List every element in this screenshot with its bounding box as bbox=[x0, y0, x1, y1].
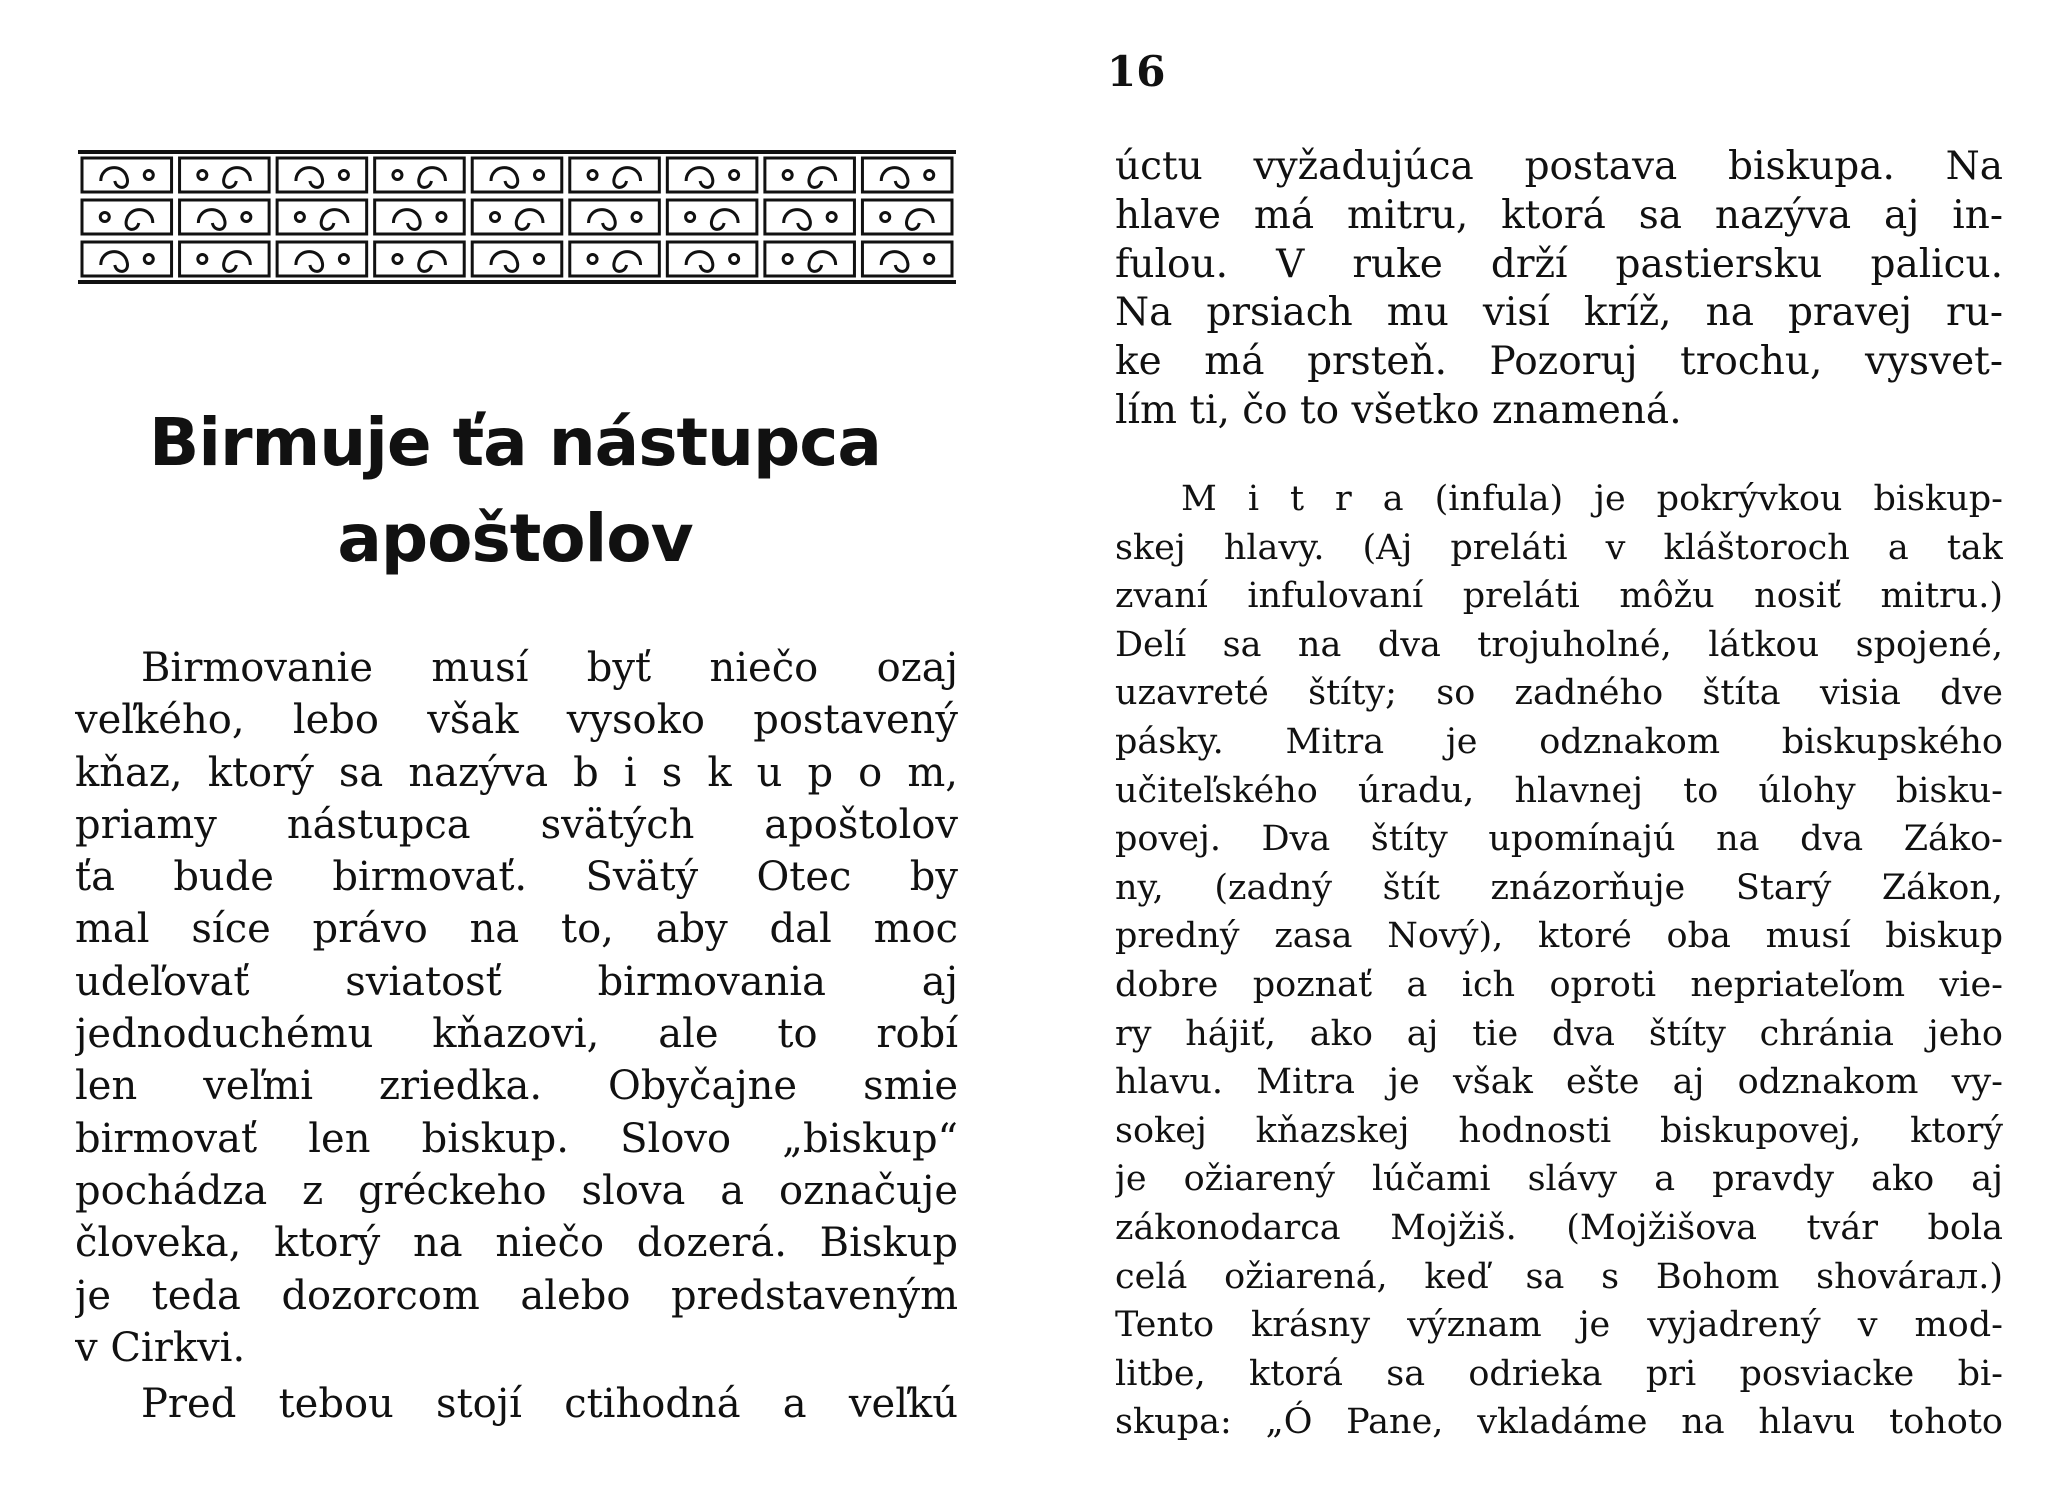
ring-motif-icon bbox=[632, 213, 641, 222]
text-line: udeľovať sviatosť birmovania aj bbox=[75, 958, 958, 1005]
ring-motif-icon bbox=[730, 255, 739, 264]
ring-motif-icon bbox=[925, 171, 934, 180]
text-line: človeka, ktorý na niečo dozerá. Biskup bbox=[75, 1220, 958, 1267]
scroll-motif-icon bbox=[277, 200, 367, 234]
scroll-motif-icon bbox=[667, 200, 757, 234]
chapter-title-line-2: apoštolov bbox=[337, 500, 693, 577]
scroll-motif-icon bbox=[667, 158, 757, 192]
scroll-ornament-icon bbox=[78, 154, 956, 280]
scroll-motif-icon bbox=[375, 200, 465, 234]
text-line: ťa bude birmovať. Svätý Otec by bbox=[75, 854, 958, 901]
text-line: Birmovanie musí byť niečo ozaj bbox=[141, 645, 958, 691]
text-line: je teda dozorcom alebo predstaveným bbox=[75, 1272, 958, 1319]
ring-motif-icon bbox=[393, 171, 402, 180]
page-number: 16 bbox=[1107, 47, 1166, 96]
scroll-motif-icon bbox=[82, 242, 172, 276]
text-line: fulou. V ruke drží pastiersku palicu. bbox=[1115, 241, 2003, 287]
text-line: uzavreté štíty; so zadného štíta visia dve bbox=[1115, 673, 2003, 714]
text-line: pochádza z gréckeho slova a označuje bbox=[75, 1167, 958, 1214]
text-line: mal síce právo na to, aby dal moc bbox=[75, 906, 958, 953]
ring-motif-icon bbox=[339, 255, 348, 264]
scroll-motif-icon bbox=[765, 158, 855, 192]
text-line: skupa: „Ó Pane, vkladáme na hlavu tohoto bbox=[1115, 1402, 2003, 1443]
text-line: kňaz, ktorý sa nazýva b i s k u p o m, bbox=[75, 749, 958, 796]
scroll-motif-icon bbox=[277, 242, 367, 276]
text-line: učiteľského úradu, hlavnej to úlohy bisku- bbox=[1115, 770, 2003, 811]
scroll-motif-icon bbox=[375, 158, 465, 192]
ring-motif-icon bbox=[198, 171, 207, 180]
ring-motif-icon bbox=[925, 255, 934, 264]
text-line: Pred tebou stojí ctihodná a veľkú bbox=[141, 1381, 958, 1428]
chapter-title bbox=[90, 395, 940, 587]
right-paragraph-2 bbox=[1115, 475, 2003, 1447]
text-line: celá ožiarená, keď sa s Bohom shovárал.) bbox=[1115, 1256, 2003, 1297]
ring-motif-icon bbox=[827, 213, 836, 222]
ring-motif-icon bbox=[437, 213, 446, 222]
ring-motif-icon bbox=[783, 255, 792, 264]
ring-motif-icon bbox=[588, 171, 597, 180]
scroll-motif-icon bbox=[862, 242, 952, 276]
text-line: zvaní infulovaní preláti môžu nosiť mitru.) bbox=[1115, 576, 2003, 617]
text-line: sokej kňazskej hodnosti biskupovej, ktorý bbox=[1115, 1110, 2003, 1151]
ring-motif-icon bbox=[686, 213, 695, 222]
scroll-motif-icon bbox=[765, 200, 855, 234]
scroll-motif-icon bbox=[180, 158, 270, 192]
scroll-motif-icon bbox=[82, 158, 172, 192]
text-line: priamy nástupca svätých apoštolov bbox=[75, 801, 958, 848]
ring-motif-icon bbox=[730, 171, 739, 180]
ring-motif-icon bbox=[393, 255, 402, 264]
text-line: lím ti, čo to všetko znamená. bbox=[1115, 387, 1682, 433]
scroll-motif-icon bbox=[180, 200, 270, 234]
text-line: úctu vyžadujúca postava biskupa. Na bbox=[1115, 144, 2003, 189]
text-line: Tento krásny význam je vyjadrený v mod- bbox=[1115, 1305, 2003, 1346]
scroll-motif-icon bbox=[82, 200, 172, 234]
scroll-motif-icon bbox=[375, 242, 465, 276]
ring-motif-icon bbox=[881, 213, 890, 222]
text-line: dobre poznať a ich oproti nepriateľom vie- bbox=[1115, 964, 2003, 1005]
scroll-motif-icon bbox=[570, 158, 660, 192]
ring-motif-icon bbox=[535, 255, 544, 264]
text-line: veľkého, lebo však vysoko postavený bbox=[75, 697, 958, 744]
chapter-title-line-1: Birmuje ťa nástupca bbox=[149, 404, 881, 481]
ring-motif-icon bbox=[242, 213, 251, 222]
left-page bbox=[0, 0, 1010, 1500]
ring-motif-icon bbox=[588, 255, 597, 264]
ring-motif-icon bbox=[491, 213, 500, 222]
text-line: litbe, ktorá sa odrieka pri posviacke bi- bbox=[1115, 1353, 2003, 1394]
text-line: hlave má mitru, ktorá sa nazýva aj in- bbox=[1115, 192, 2003, 238]
scroll-motif-icon bbox=[570, 200, 660, 234]
text-line: v Cirkvi. bbox=[75, 1324, 246, 1371]
text-line: ke má prsteň. Pozoruj trochu, vysvet- bbox=[1115, 339, 2003, 385]
ring-motif-icon bbox=[144, 171, 153, 180]
text-line: hlavu. Mitra je však ešte aj odznakom vy- bbox=[1115, 1062, 2003, 1103]
scroll-motif-icon bbox=[862, 158, 952, 192]
right-page bbox=[1010, 0, 2048, 1500]
scroll-motif-icon bbox=[277, 158, 367, 192]
text-line: je ožiarený lúčami slávy a pravdy ako aj bbox=[1115, 1159, 2003, 1200]
text-line: ry hájiť, ako aj tie dva štíty chránia jeho bbox=[1115, 1013, 2003, 1054]
text-line: zákonodarca Mojžiš. (Mojžišova tvár bola bbox=[1115, 1207, 2003, 1248]
text-line: Delí sa na dva trojuholné, látkou spojené, bbox=[1115, 624, 2003, 665]
text-line: povej. Dva štíty upomínajú na dva Záko- bbox=[1115, 819, 2003, 860]
left-body-text bbox=[75, 642, 958, 1430]
scroll-motif-icon bbox=[472, 158, 562, 192]
text-line: M i t r a (infula) je pokrývkou biskup- bbox=[1181, 479, 2003, 519]
ring-motif-icon bbox=[144, 255, 153, 264]
right-paragraph-1 bbox=[1115, 143, 2003, 436]
ring-motif-icon bbox=[295, 213, 304, 222]
text-line: ny, (zadný štít znázorňuje Starý Zákon, bbox=[1115, 867, 2003, 908]
ring-motif-icon bbox=[100, 213, 109, 222]
ring-motif-icon bbox=[535, 171, 544, 180]
ring-motif-icon bbox=[783, 171, 792, 180]
scroll-motif-icon bbox=[472, 200, 562, 234]
scroll-motif-icon bbox=[180, 242, 270, 276]
scroll-motif-icon bbox=[862, 200, 952, 234]
ring-motif-icon bbox=[198, 255, 207, 264]
text-line: predný zasa Nový), ktoré oba musí biskup bbox=[1115, 916, 2003, 957]
scroll-motif-icon bbox=[570, 242, 660, 276]
text-line: len veľmi zriedka. Obyčajne smie bbox=[75, 1063, 958, 1110]
text-line: birmovať len biskup. Slovo „biskup“ bbox=[75, 1115, 958, 1162]
ring-motif-icon bbox=[339, 171, 348, 180]
ornamental-border bbox=[78, 150, 956, 284]
text-line: jednoduchému kňazovi, ale to robí bbox=[75, 1011, 958, 1058]
text-line: pásky. Mitra je odznakom biskupského bbox=[1115, 721, 2003, 762]
scroll-motif-icon bbox=[472, 242, 562, 276]
text-line: Na prsiach mu visí kríž, na pravej ru- bbox=[1115, 290, 2003, 336]
scroll-motif-icon bbox=[667, 242, 757, 276]
text-line: skej hlavy. (Aj preláti v kláštoroch a tak bbox=[1115, 527, 2003, 568]
scroll-motif-icon bbox=[765, 242, 855, 276]
